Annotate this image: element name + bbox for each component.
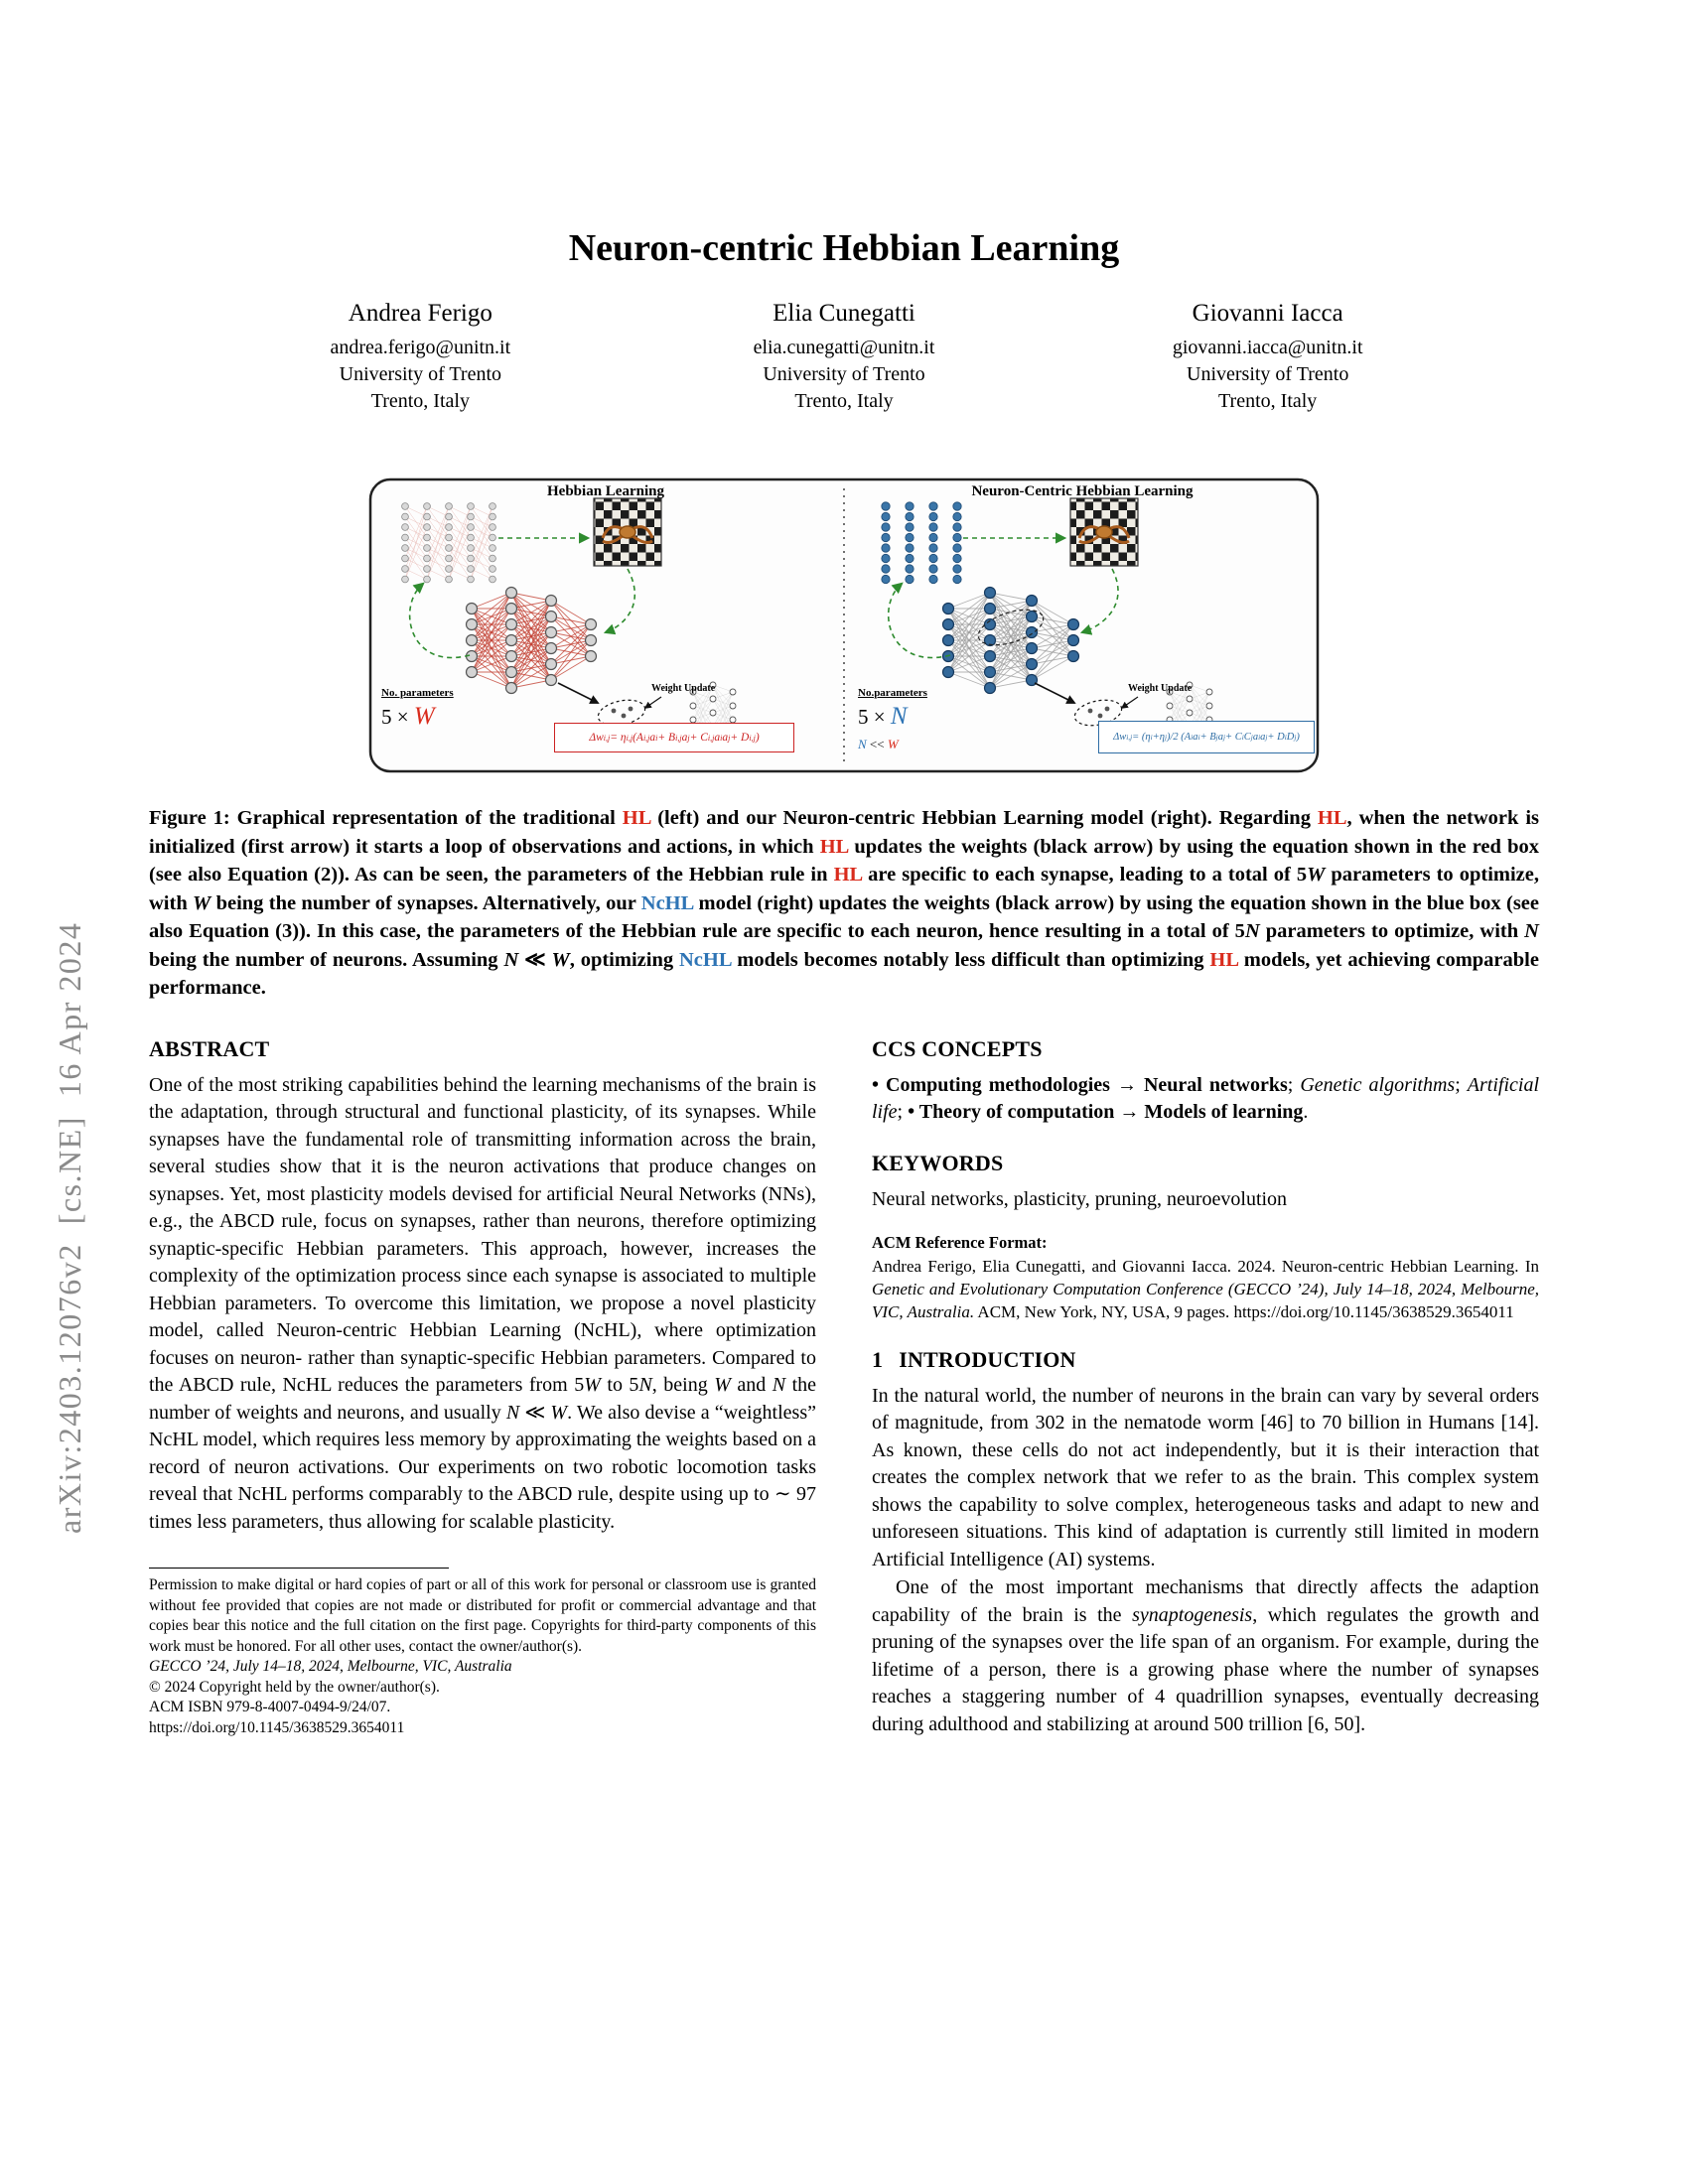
author-email[interactable]: andrea.ferigo@unitn.it (330, 337, 511, 358)
author-affiliation: University of Trento (763, 363, 925, 385)
ccs-text: • Computing methodologies → Neural networks; Genetic algorithms; Artificial life; • Theory of computation → Models of learning. (872, 1073, 1540, 1123)
author-affiliation: University of Trento (1187, 363, 1349, 385)
two-column-body (149, 1032, 1539, 1739)
author-card (633, 300, 1056, 415)
permission-doi-link[interactable]: https://doi.org/10.1145/3638529.3654011 (149, 1718, 405, 1736)
section-heading-introduction: 1 INTRODUCTION (872, 1346, 1076, 1372)
intro-paragraph-1: In the natural world, the number of neurons in the brain can vary by several orders of magnitude, from 302 in the nematode worm [46] to 70 billion in Humans [14]. As known, these cells do not act independently, but it is their interaction that creates the complex network that we refer to as the brain. This complex system shows the capability to solve complex, heterogeneous tasks and adapt to new and unforeseen situations. This kind of adaptation is currently still limited in modern Artificial Intelligence (AI) systems. (872, 1384, 1539, 1570)
nchl-param-note: N << W (858, 737, 899, 751)
nchl-weight-update-label: Weight Update (1128, 683, 1193, 694)
nchl-equation-box: Δw i,j = (η i +η j )/2 (A i a i + B j a j + C i C j a i a j + D i D j ) (1098, 721, 1315, 753)
section-heading-keywords: KEYWORDS (872, 1150, 1004, 1175)
author-name: Elia Cunegatti (773, 300, 915, 327)
acm-reference-text: Andrea Ferigo, Elia Cunegatti, and Giovanni Iacca. 2024. Neuron-centric Hebbian Learning. In Genetic and Evolutionary Computation Conference (GECCO ’24), July 14–18, 2024, Melbourne, VIC, Australia. ACM, New York, NY, USA, 9 pages. https://doi.org/10.1145/3638529.3654011 (872, 1256, 1539, 1321)
author-name: Giovanni Iacca (1192, 300, 1343, 327)
figure-caption: Figure 1: Graphical representation of the traditional HL (left) and our Neuron-centric Hebbian Learning model (right). Regarding HL, when the network is initialized (first arrow) it starts a loop of observations and actions, in which HL updates the weights (black arrow) by using the equation shown in the red box (see also Equation (2)). As can be seen, the parameters of the Hebbian rule in HL are specific to each synapse, leading to a total of 5W parameters to optimize, with W being the number of synapses. Alternatively, our NcHL model (right) updates the weights (black arrow) by using the equation shown in the blue box (see also Equation (3)). In this case, the parameters of the Hebbian rule are specific to each neuron, hence resulting in a total of 5N parameters to optimize, with N being the number of neurons. Assuming N ≪ W, optimizing NcHL models becomes notably less difficult than optimizing HL models, yet achieving comparable performance. (149, 807, 1539, 999)
author-email[interactable]: giovanni.iacca@unitn.it (1172, 337, 1363, 358)
author-email[interactable]: elia.cunegatti@unitn.it (753, 337, 935, 358)
hl-equation-box: Δw i,j = η i,j (A i,j a i + B i,j a j + C i,j a i a j + D i,j ) (554, 723, 794, 752)
arxiv-watermark: arXiv:2403.12076v2 [cs.NE] 16 Apr 2024 (52, 921, 87, 1534)
acm-reference-heading: ACM Reference Format: (872, 1232, 1048, 1252)
hl-panel-title: Hebbian Learning (547, 483, 664, 499)
author-card (209, 300, 633, 415)
hl-param-count: 5 × W (381, 703, 435, 730)
author-name: Andrea Ferigo (348, 300, 492, 327)
permission-copyright: © 2024 Copyright held by the owner/author(s). (149, 1678, 440, 1696)
permission-block (149, 1568, 816, 1738)
nchl-panel-title: Neuron-Centric Hebbian Learning (971, 483, 1194, 499)
section-heading-abstract: ABSTRACT (149, 1035, 270, 1061)
nchl-param-count: 5 × N (858, 703, 908, 730)
abstract-text: One of the most striking capabilities behind the learning mechanisms of the brain is the adaptation, through structural and functional plasticity, of its synapses. While synapses have the fundamental role of transmitting information across the brain, several studies show that it is the neuron activations that produce changes on synapses. Yet, most plasticity models devised for artificial Neural Networks (NNs), e.g., the ABCD rule, focus on synapses, rather than neurons, therefore optimizing synaptic-specific Hebbian parameters. This approach, however, increases the complexity of the optimization process since each synapse is associated to multiple Hebbian parameters. To overcome this limitation, we propose a novel plasticity model, called Neuron-centric Hebbian Learning (NcHL), where optimization focuses on neuron- rather than synaptic-specific Hebbian parameters. Compared to the ABCD rule, NcHL reduces the parameters from 5W to 5N, being W and N the number of weights and neurons, and usually N ≪ W. We also devise a “weightless” NcHL model, which requires less memory by approximating the weights based on a record of neuron activations. Our experiments on two robotic locomotion tasks reveal that NcHL performs comparably to the ABCD rule, despite using up to ∼ 97 times less parameters, thus allowing for scalable plasticity. (149, 1073, 816, 1533)
author-location: Trento, Italy (1218, 390, 1318, 412)
hl-weight-update-label: Weight Update (651, 683, 716, 694)
nchl-no-params-label: No.parameters (858, 687, 927, 699)
author-card (1055, 300, 1479, 415)
author-location: Trento, Italy (370, 390, 470, 412)
permission-venue: GECCO ’24, July 14–18, 2024, Melbourne, VIC, Australia (149, 1658, 512, 1675)
paper-title: Neuron-centric Hebbian Learning (568, 227, 1120, 269)
section-heading-ccs: CCS CONCEPTS (872, 1035, 1043, 1061)
author-block (209, 300, 1479, 415)
permission-isbn: ACM ISBN 979-8-4007-0494-9/24/07. (149, 1699, 391, 1715)
left-column (149, 1032, 816, 1739)
hl-environment-image (594, 498, 661, 566)
hl-no-params-label: No. parameters (381, 687, 454, 699)
author-affiliation: University of Trento (339, 363, 501, 385)
intro-paragraph-2: One of the most important mechanisms that directly affects the adaption capability of the brain is the synaptogenesis, which regulates the growth and pruning of the synapses over the life span of an organism. For example, during the lifetime of a person, there is a growing phase where the number of synapses reaches a staggering number of 4 quadrillion synapses, eventually decreasing during adulthood and stabilizing at around 500 trillion [6, 50]. (872, 1576, 1539, 1735)
author-location: Trento, Italy (794, 390, 894, 412)
nchl-environment-image (1070, 498, 1138, 566)
figure-1 (367, 477, 1321, 774)
permission-text: Permission to make digital or hard copies of part or all of this work for personal or classroom use is granted without fee provided that copies are not made or distributed for profit or commercial advantage and that copies bear this notice and the full citation on the first page. Copyrights for third-party components of this work must be honored. For all other uses, contact the owner/author(s). (149, 1576, 816, 1655)
keywords-text: Neural networks, plasticity, pruning, neuroevolution (872, 1187, 1288, 1210)
right-column (872, 1032, 1539, 1739)
footnote-rule (149, 1568, 449, 1569)
